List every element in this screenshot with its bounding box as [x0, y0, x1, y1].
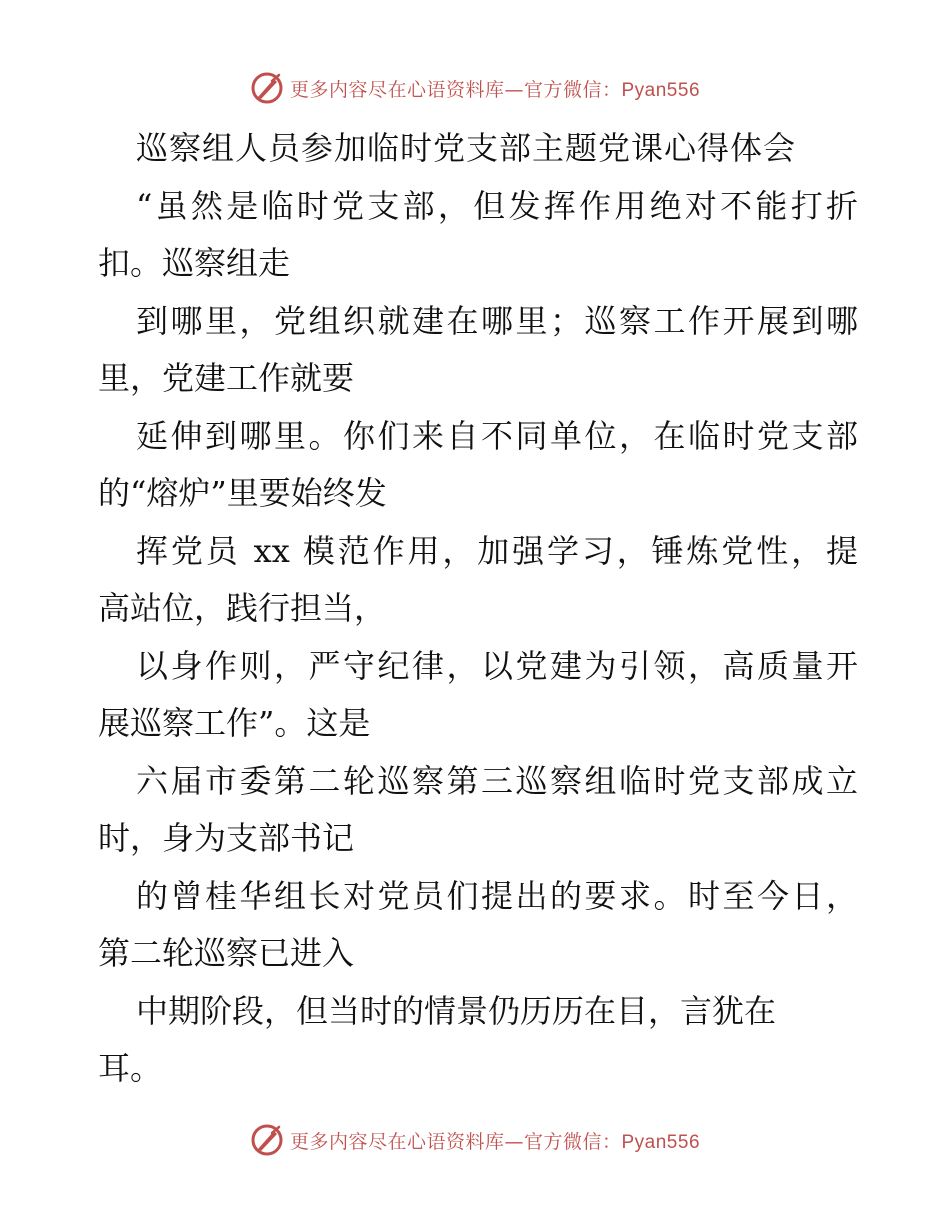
banner-text: 更多内容尽在心语资料库—官方微信：Pyan556: [289, 1130, 701, 1153]
text-line-14: 第二轮巡察已进入: [98, 934, 355, 972]
text-line-11: 六届市委第二轮巡察第三巡察组临时党支部成立: [136, 761, 858, 800]
footer-banner: [0, 1120, 950, 1160]
text-line-2: 扣。巡察组走: [98, 244, 291, 282]
text-line-15: 中期阶段，但当时的情景仍历历在目，言犹在: [136, 991, 777, 1030]
text-line-8: 高站位，践行担当，: [98, 589, 387, 627]
wechat-account: Pyan556: [621, 1131, 701, 1153]
text-line-16: 耳。: [98, 1049, 163, 1087]
text-line-7: 挥党员 xx 模范作用，加强学习，锤炼党性，提: [136, 531, 858, 570]
text-line-10: 展巡察工作”。这是: [98, 704, 371, 742]
document-body: [98, 120, 858, 1098]
text-line-6: 的“熔炉”里要始终发: [98, 474, 387, 512]
text-line-5: 延伸到哪里。你们来自不同单位，在临时党支部: [136, 416, 858, 455]
text-line-9: 以身作则，严守纪律，以党建为引领，高质量开: [136, 646, 858, 685]
text-line-3: 到哪里，党组织就建在哪里；巡察工作开展到哪: [136, 301, 858, 340]
quill-logo-icon: [250, 1123, 284, 1157]
header-banner: [0, 68, 950, 108]
text-line-1: “虽然是临时党支部，但发挥作用绝对不能打折: [136, 186, 858, 225]
text-line-12: 时，身为支部书记: [98, 819, 355, 857]
text-line-4: 里，党建工作就要: [98, 359, 355, 397]
banner-text: 更多内容尽在心语资料库—官方微信：Pyan556: [289, 78, 701, 101]
text-line-13: 的曾桂华组长对党员们提出的要求。时至今日，: [136, 876, 858, 915]
wechat-account: Pyan556: [621, 79, 701, 101]
quill-logo-icon: [250, 71, 284, 105]
document-title: 巡察组人员参加临时党支部主题党课心得体会: [136, 129, 797, 167]
